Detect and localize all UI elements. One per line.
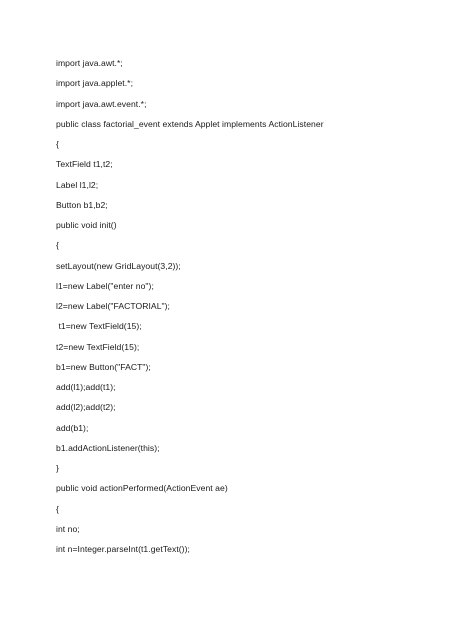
code-line: setLayout(new GridLayout(3,2)); [56, 260, 181, 271]
code-line: TextField t1,t2; [56, 159, 113, 170]
code-line: b1.addActionListener(this); [56, 442, 160, 453]
code-line: l1=new Label("enter no"); [56, 280, 154, 291]
code-line: public class factorial_event extends Applet implements ActionListener [56, 118, 324, 129]
code-line: } [56, 463, 59, 473]
code-line: b1=new Button("FACT"); [56, 361, 151, 372]
code-line: int no; [56, 523, 80, 534]
code-line: { [56, 139, 59, 149]
code-line: import java.applet.*; [56, 78, 134, 89]
code-line: t1=new TextField(15); [56, 321, 142, 332]
code-line: l2=new Label("FACTORIAL"); [56, 301, 170, 311]
code-line: { [56, 503, 59, 514]
code-line: public void init() [56, 220, 117, 230]
code-line: public void actionPerformed(ActionEvent ae) [56, 483, 228, 494]
code-line: Label l1,l2; [56, 179, 99, 190]
code-line: t2=new TextField(15); [56, 341, 140, 352]
code-line: import java.awt.event.*; [56, 98, 147, 109]
code-line: int n=Integer.parseInt(t1.getText()); [56, 544, 190, 554]
code-listing [56, 56, 456, 562]
code-line: { [56, 240, 59, 251]
code-line: import java.awt.*; [56, 58, 123, 68]
code-line: add(l2);add(t2); [56, 402, 116, 413]
code-line: Button b1,b2; [56, 199, 108, 210]
code-line: add(l1);add(t1); [56, 382, 116, 392]
code-line: add(b1); [56, 422, 89, 433]
